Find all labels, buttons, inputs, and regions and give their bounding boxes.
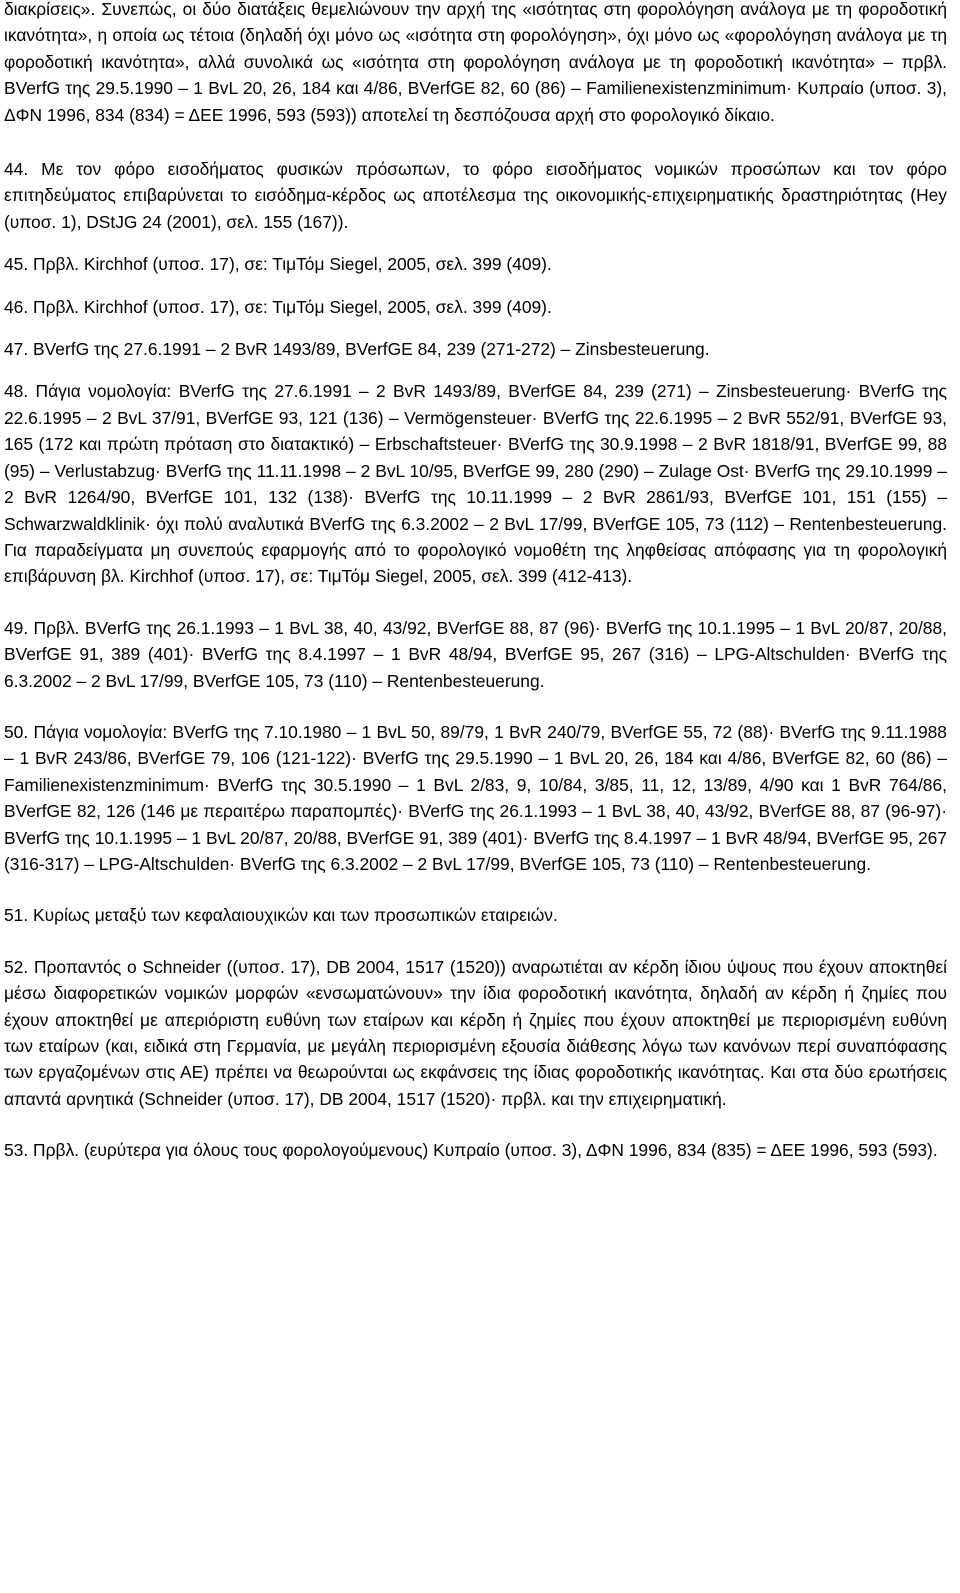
footnote-number: 52. xyxy=(4,956,29,977)
footnote-46 xyxy=(4,294,947,320)
footnote-48 xyxy=(4,378,947,589)
footnote-number: 48. xyxy=(4,381,29,402)
footnote-continuation xyxy=(4,0,947,128)
footnote-text: Πρβλ. Kirchhof (υποσ. 17), σε: ΤιμΤόμ Siegel, 2005, σελ. 399 (409). xyxy=(33,254,552,275)
footnote-text: BVerfG της 27.6.1991 – 2 BvR 1493/89, BVerfGE 84, 239 (271-272) – Zinsbesteuerung. xyxy=(33,339,710,360)
footnote-52 xyxy=(4,954,947,1112)
footnote-51 xyxy=(4,902,947,928)
footnote-53 xyxy=(4,1137,947,1163)
footnote-44 xyxy=(4,156,947,235)
footnote-text: Με τον φόρο εισοδήματος φυσικών πρόσωπων, το φόρο εισοδήματος νομικών προσώπων και τον φόρο επιτηδεύματος επιβαρύνεται το εισόδημα-κέρδος ως αποτέλεσμα της οικονομικής-επιχειρηματικής δραστηριότητας (Hey (υποσ. 1), DStJG 24 (2001), σελ. 155 (167)). xyxy=(4,159,947,232)
footnote-number: 50. xyxy=(4,721,29,742)
footnote-45 xyxy=(4,251,947,277)
footnote-47 xyxy=(4,336,947,362)
footnote-number: 51. xyxy=(4,905,29,926)
footnote-text: Κυρίως μεταξύ των κεφαλαιουχικών και των προσωπικών εταιρειών. xyxy=(33,905,558,926)
footnote-50 xyxy=(4,719,947,877)
footnote-49 xyxy=(4,615,947,694)
footnote-text: διακρίσεις». Συνεπώς, οι δύο διατάξεις θεμελιώνουν την αρχή της «ισότητας στη φορολόγηση ανάλογα με τη φοροδοτική ικανότητα», η οποία ως τέτοια (δηλαδή όχι μόνο ως «ισότητα στη φορολόγηση», όχι μόνο ως «φορολόγηση ανάλογα με τη φοροδοτική ικανότητα», αλλά συνολικά ως «ισότητα στη φορολόγηση ανάλογα με τη φοροδοτική ικανότητα» – πρβλ. BVerfG της 29.5.1990 – 1 BvL 20, 26, 184 και 4/86, BVerfGE 82, 60 (86) – Familienexistenzminimum· Κυπραίο (υποσ. 3), ΔΦΝ 1996, 834 (834) = ΔΕΕ 1996, 593 (593)) αποτελεί τη δεσπόζουσα αρχή στο φορολογικό δίκαιο. xyxy=(4,0,947,125)
footnote-number: 46. xyxy=(4,296,29,317)
footnote-number: 44. xyxy=(4,159,29,180)
footnote-text: Πρβλ. BVerfG της 26.1.1993 – 1 BvL 38, 40, 43/92, BVerfGE 88, 87 (96)· BVerfG της 10.1.1995 – 1 BvL 20/87, 20/88, BVerfGE 91, 389 (401)· BVerfG της 8.4.1997 – 1 BvR 48/94, BVerfGE 95, 267 (316) – LPG-Altschulden· BVerfG της 6.3.2002 – 2 BvL 17/99, BVerfGE 105, 73 (110) – Rentenbesteuerung. xyxy=(4,617,947,691)
footnote-number: 47. xyxy=(4,339,29,360)
footnote-text: Πάγια νομολογία: BVerfG της 27.6.1991 – 2 BvR 1493/89, BVerfGE 84, 239 (271) – Zinsbesteuerung· BVerfG της 22.6.1995 – 2 BvL 37/91, BVerfGE 93, 121 (136) – Vermögensteuer· BVerfG της 22.6.1995 – 2 BvR 552/91, BVerfGE 93, 165 (172 και πρώτη πρόταση στο διατακτικό) – Erbschaftsteuer· BVerfG της 30.9.1998 – 2 BvR 1818/91, BVerfGE 99, 88 (95) – Verlustabzug· BVerfG της 11.11.1998 – 2 BvL 10/95, BVerfGE 99, 280 (290) – Zulage Ost· BVerfG της 29.10.1999 – 2 BvR 1264/90, BVerfGE 101, 132 (138)· BVerfG της 10.11.1999 – 2 BvR 2861/93, BVerfGE 101, 151 (155) – Schwarzwaldklinik· όχι πολύ αναλυτικά BVerfG της 6.3.2002 – 2 BvL 17/99, BVerfGE 105, 73 (112) – Rentenbesteuerung. Για παραδείγματα μη συνεπούς εφαρμογής από το φορολογικό νομοθέτη της ληφθείσας απόφασης για τη φορολογική επιβάρυνση βλ. Kirchhof (υποσ. 17), σε: ΤιμΤόμ Siegel, 2005, σελ. 399 (412-413). xyxy=(4,381,947,587)
footnote-text: Πάγια νομολογία: BVerfG της 7.10.1980 – 1 BvL 50, 89/79, 1 BvR 240/79, BVerfGE 55, 72 (88)· BVerfG της 9.11.1988 – 1 BvR 243/86, BVerfGE 79, 106 (121-122)· BVerfG της 29.5.1990 – 1 BvL 20, 26, 184 και 4/86, BVerfGE 82, 60 (86) – Familienexistenzminimum· BVerfG της 30.5.1990 – 1 BvL 2/83, 9, 10/84, 3/85, 11, 12, 13/89, 4/90 και 1 BvR 764/86, BVerfGE 82, 126 (146 με περαιτέρω παραπομπές)· BVerfG της 26.1.1993 – 1 BvL 38, 40, 43/92, BVerfGE 88, 87 (96-97)· BVerfG της 10.1.1995 – 1 BvL 20/87, 20/88, BVerfGE 91, 389 (401)· BVerfG της 8.4.1997 – 1 BvR 48/94, BVerfGE 95, 267 (316-317) – LPG-Altschulden· BVerfG της 6.3.2002 – 2 BvL 17/99, BVerfGE 105, 73 (110) – Rentenbesteuerung. xyxy=(4,721,947,874)
footnote-text: Πρβλ. Kirchhof (υποσ. 17), σε: ΤιμΤόμ Siegel, 2005, σελ. 399 (409). xyxy=(33,296,552,317)
footnote-number: 49. xyxy=(4,617,29,638)
footnote-number: 53. xyxy=(4,1140,29,1161)
footnote-text: Προπαντός ο Schneider ((υποσ. 17), DB 2004, 1517 (1520)) αναρωτιέται αν κέρδη ίδιου ύψους που έχουν αποκτηθεί μέσω διαφορετικών νομικών μορφών «ενσωματώνουν» την ίδια φοροδοτική ικανότητα, δηλαδή αν κέρδη ή ζημίες που έχουν αποκτηθεί με απεριόριστη ευθύνη των εταίρων και κέρδη ή ζημίες που έχουν αποκτηθεί με περιορισμένη ευθύνη των εταίρων (και, ειδικά στη Γερμανία, με μεγάλη περιορισμένη εξουσία διάθεσης λόγω των κανόνων περί συναπόφασης των εργαζομένων στις ΑΕ) πρέπει να θεωρούνται ως εκφάνσεις της ίδιας φοροδοτικής ικανότητας. Και στα δύο ερωτήσεις απαντά αρνητικά (Schneider (υποσ. 17), DB 2004, 1517 (1520)· πρβλ. και την επιχειρηματική. xyxy=(4,956,947,1109)
footnote-text: Πρβλ. (ευρύτερα για όλους τους φορολογούμενους) Κυπραίο (υποσ. 3), ΔΦΝ 1996, 834 (835) = ΔΕΕ 1996, 593 (593). xyxy=(33,1140,938,1161)
footnote-number: 45. xyxy=(4,254,29,275)
